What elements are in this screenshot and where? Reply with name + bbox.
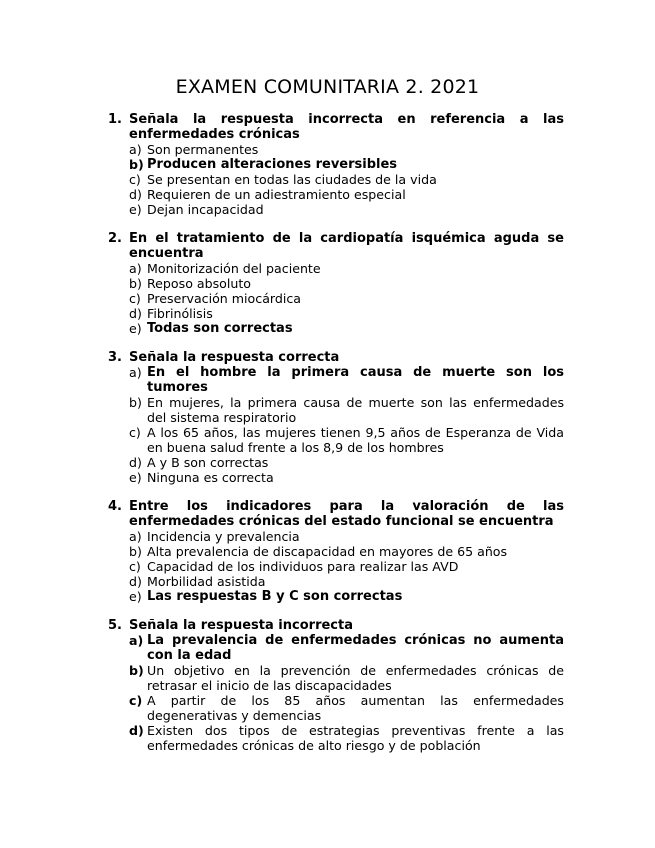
option-text: Incidencia y prevalencia (147, 529, 300, 544)
question-list (108, 112, 564, 767)
option-text: En mujeres, la primera causa de muerte son las enfermedades del sistema respiratorio (147, 395, 564, 425)
answer-option-highlighted (129, 589, 564, 604)
question-number: 2. (108, 231, 122, 246)
option-letter: a) (129, 633, 144, 648)
answer-option (129, 574, 564, 589)
option-text: Ninguna es correcta (147, 470, 274, 485)
option-text: A partir de los 85 años aumentan las enfermedades degenerativas y demencias (147, 693, 564, 723)
option-letter: d) (129, 306, 142, 321)
option-letter: e) (129, 321, 142, 336)
answer-option (129, 663, 564, 693)
option-text: Monitorización del paciente (147, 261, 321, 276)
option-letter: d) (129, 455, 142, 470)
option-text: Se presentan en todas las ciudades de la vida (147, 172, 437, 187)
question-text: Señala la respuesta incorrecta (129, 618, 353, 633)
option-letter: a) (129, 365, 142, 380)
option-letter: a) (129, 529, 142, 544)
option-letter: b) (129, 663, 144, 678)
answer-option (129, 276, 564, 291)
question-number: 5. (108, 618, 122, 633)
question (108, 231, 564, 336)
answer-option (129, 529, 564, 544)
option-text: Dejan incapacidad (147, 202, 264, 217)
answer-option (129, 544, 564, 559)
question-number: 3. (108, 350, 122, 365)
option-letter: d) (129, 723, 144, 738)
option-letter: a) (129, 261, 142, 276)
option-text: Preservación miocárdica (147, 291, 301, 306)
answer-option (129, 723, 564, 753)
question-number: 1. (108, 112, 122, 127)
option-text: Fibrinólisis (147, 306, 213, 321)
answer-option (129, 172, 564, 187)
option-text: Capacidad de los individuos para realizar las AVD (147, 559, 459, 574)
option-letter: b) (129, 544, 142, 559)
answer-option (129, 693, 564, 723)
question-text: Señala la respuesta incorrecta en referencia a las enfermedades crónicas (129, 112, 564, 142)
question (108, 350, 564, 485)
option-letter: d) (129, 574, 142, 589)
option-letter: d) (129, 187, 142, 202)
option-text: Morbilidad asistida (147, 574, 266, 589)
option-text: Un objetivo en la prevención de enfermedades crónicas de retrasar el inicio de las discapacidades (147, 663, 564, 693)
option-letter: c) (129, 693, 143, 708)
option-letter: e) (129, 589, 142, 604)
option-text: Todas son correctas (147, 321, 293, 336)
option-text: Reposo absoluto (147, 276, 252, 291)
option-text: Requieren de un adiestramiento especial (147, 187, 406, 202)
answer-option (129, 455, 564, 470)
option-text: La prevalencia de enfermedades crónicas no aumenta con la edad (147, 633, 564, 663)
question-text: Señala la respuesta correcta (129, 350, 340, 365)
option-letter: b) (129, 276, 142, 291)
option-text: A y B son correctas (147, 455, 269, 470)
answer-option (129, 291, 564, 306)
answer-option (129, 142, 564, 157)
option-letter: c) (129, 425, 141, 440)
option-text: A los 65 años, las mujeres tienen 9,5 años de Esperanza de Vida en buena salud frente a los 8,9 de los hombres (147, 425, 564, 455)
question (108, 618, 564, 753)
answer-option (129, 470, 564, 485)
option-text: En el hombre la primera causa de muerte son los tumores (147, 365, 564, 395)
answer-option (129, 559, 564, 574)
answer-option-highlighted (129, 365, 564, 395)
option-text: Son permanentes (147, 142, 259, 157)
question (108, 112, 564, 217)
option-letter: c) (129, 291, 141, 306)
option-letter: e) (129, 202, 142, 217)
page-title: EXAMEN COMUNITARIA 2. 2021 (175, 76, 480, 98)
option-letter: b) (129, 157, 144, 172)
answer-option (129, 425, 564, 455)
option-text: Producen alteraciones reversibles (147, 157, 398, 172)
answer-option-highlighted (129, 157, 564, 172)
answer-option (129, 261, 564, 276)
question (108, 499, 564, 604)
option-text: Las respuestas B y C son correctas (147, 589, 403, 604)
question-text: En el tratamiento de la cardiopatía isquémica aguda se encuentra (129, 231, 564, 261)
question-number: 4. (108, 499, 122, 514)
answer-option-highlighted (129, 633, 564, 663)
answer-option (129, 187, 564, 202)
answer-option (129, 306, 564, 321)
option-letter: e) (129, 470, 142, 485)
option-letter: c) (129, 559, 141, 574)
option-letter: a) (129, 142, 142, 157)
option-text: Existen dos tipos de estrategias preventivas frente a las enfermedades crónicas de alto riesgo y de población (147, 723, 564, 753)
option-text: Alta prevalencia de discapacidad en mayores de 65 años (147, 544, 508, 559)
option-letter: c) (129, 172, 141, 187)
answer-option (129, 202, 564, 217)
answer-option (129, 395, 564, 425)
answer-option-highlighted (129, 321, 564, 336)
option-letter: b) (129, 395, 142, 410)
question-text: Entre los indicadores para la valoración de las enfermedades crónicas del estado funcional se encuentra (129, 499, 564, 529)
